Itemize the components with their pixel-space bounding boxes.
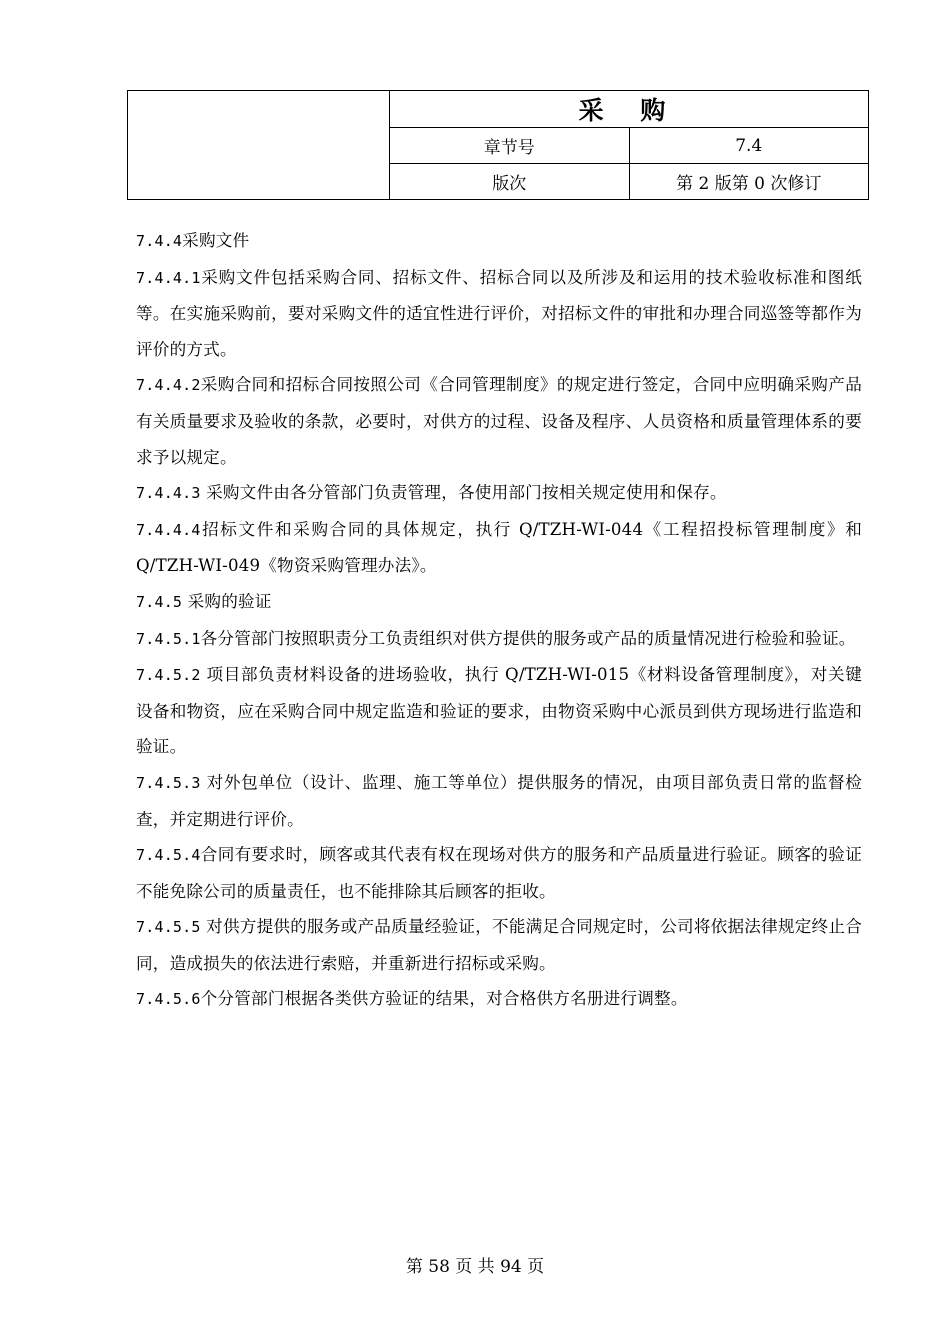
paragraph	[136, 260, 862, 368]
paragraph	[136, 657, 862, 765]
section-title: 采 购	[390, 91, 869, 128]
clause-number: 7.4.5	[136, 592, 183, 611]
paragraph-text: 采购文件	[182, 231, 250, 250]
paragraph	[136, 765, 862, 837]
clause-number: 7.4.4.3	[136, 484, 201, 503]
paragraph-text: 合同有要求时，顾客或其代表有权在现场对供方的服务和产品质量进行验证。顾客的验证不能免除公司的质量责任，也不能排除其后顾客的拒收。	[136, 845, 862, 901]
clause-number: 7.4.4.2	[136, 376, 201, 395]
clause-number: 7.4.4.4	[136, 520, 201, 539]
paragraph	[136, 367, 862, 475]
paragraph-text: 项目部负责材料设备的进场验收，执行 Q/TZH-WI-015《材料设备管理制度》，对关键设备和物资，应在采购合同中规定监造和验证的要求，由物资采购中心派员到供方现场进行监造和验证。	[136, 665, 862, 757]
clause-number: 7.4.5.4	[136, 846, 201, 865]
paragraph	[136, 512, 862, 584]
clause-number: 7.4.5.3	[136, 773, 201, 792]
logo-cell	[128, 91, 390, 200]
paragraph	[136, 981, 862, 1018]
paragraph-text: 采购文件由各分管部门负责管理，各使用部门按相关规定使用和保存。	[200, 483, 727, 503]
paragraph-text: 采购文件包括采购合同、招标文件、招标合同以及所涉及和运用的技术验收标准和图纸等。在实施采购前，要对采购文件的适宜性进行评价，对招标文件的审批和办理合同巡签等都作为评价的方式。	[136, 267, 862, 359]
clause-number: 7.4.4.1	[136, 268, 201, 287]
clause-number: 7.4.5.6	[136, 990, 201, 1009]
chapter-value: 7.4	[629, 128, 869, 164]
paragraph	[136, 909, 862, 981]
paragraph	[136, 837, 862, 909]
version-label: 版次	[390, 164, 630, 200]
paragraph	[136, 223, 862, 260]
version-value: 第 2 版第 0 次修订	[629, 164, 869, 200]
paragraph-text: 对外包单位（设计、监理、施工等单位）提供服务的情况，由项目部负责日常的监督检查，并定期进行评价。	[136, 772, 862, 829]
clause-number: 7.4.5.1	[136, 629, 201, 648]
document-body	[136, 223, 862, 1018]
paragraph-text: 采购的验证	[182, 591, 272, 611]
chapter-label: 章节号	[390, 128, 630, 164]
paragraph-text: 个分管部门根据各类供方验证的结果，对合格供方名册进行调整。	[200, 989, 688, 1009]
paragraph	[136, 621, 862, 658]
clause-number: 7.4.5.2	[136, 666, 201, 685]
paragraph-text: 招标文件和采购合同的具体规定，执行 Q/TZH-WI-044《工程招投标管理制度》和 Q/TZH-WI-049《物资采购管理办法》。	[136, 519, 862, 576]
page-number-footer: 第 58 页 共 94 页	[405, 1257, 545, 1277]
document-header-table	[127, 90, 869, 200]
clause-number: 7.4.5.5	[136, 918, 201, 937]
paragraph	[136, 475, 862, 512]
paragraph-text: 采购合同和招标合同按照公司《合同管理制度》的规定进行签定，合同中应明确采购产品有关质量要求及验收的条款，必要时，对供方的过程、设备及程序、人员资格和质量管理体系的要求予以规定。	[136, 375, 862, 467]
paragraph-text: 各分管部门按照职责分工负责组织对供方提供的服务或产品的质量情况进行检验和验证。	[200, 628, 856, 648]
clause-number: 7.4.4	[136, 232, 183, 250]
paragraph-text: 对供方提供的服务或产品质量经验证，不能满足合同规定时，公司将依据法律规定终止合同，造成损失的依法进行索赔，并重新进行招标或采购。	[136, 917, 862, 973]
paragraph	[136, 584, 862, 621]
